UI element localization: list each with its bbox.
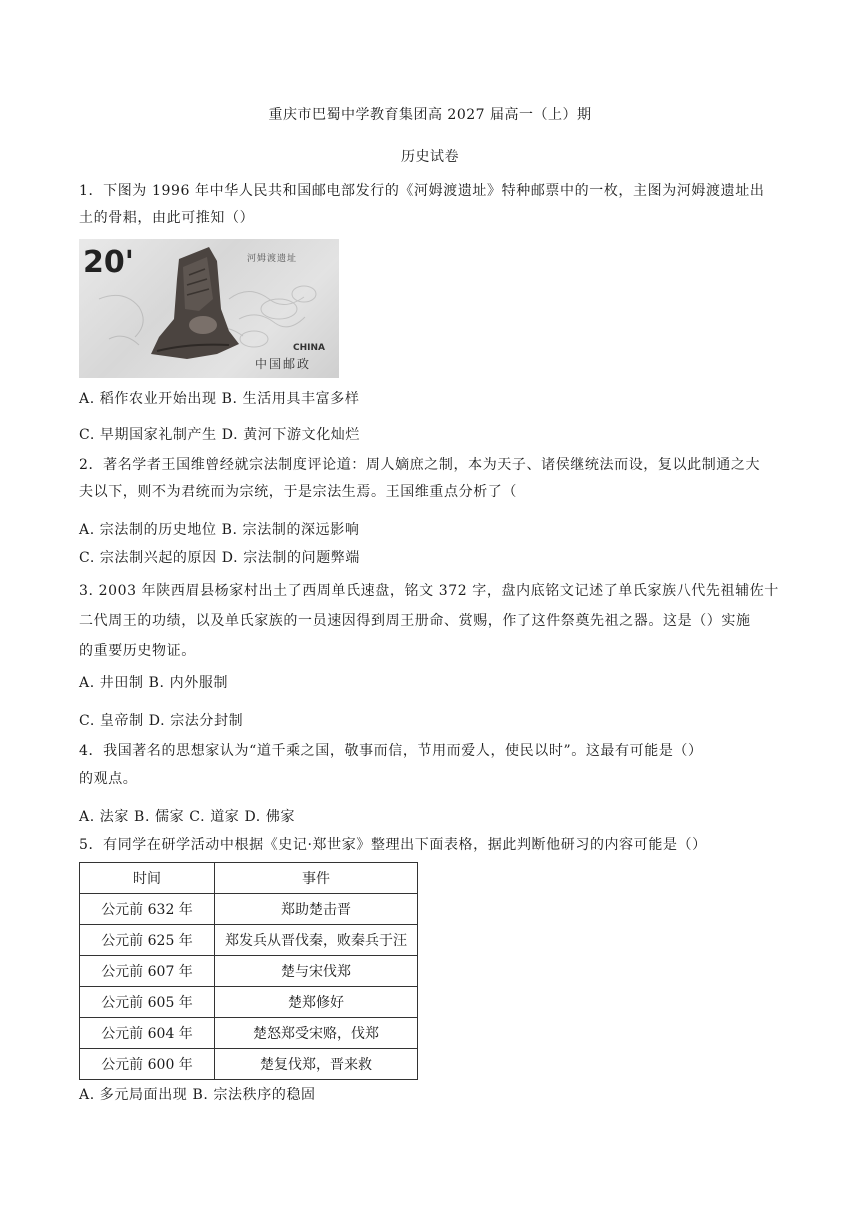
- q2-stem-line2: 夫以下，则不为君统而为宗统，于是宗法生焉。王国维重点分析了（: [79, 484, 517, 500]
- table-row: [80, 987, 418, 1018]
- q1-stem-line2: 土的骨耜，由此可推知（）: [79, 210, 255, 226]
- q4-options: A. 法家 B. 儒家 C. 道家 D. 佛家: [79, 809, 296, 825]
- table-cell-time: 公元前 605 年: [80, 987, 215, 1018]
- q2-stem-line1: 2．著名学者王国维曾经就宗法制度评论道：周人嫡庶之制，本为天子、诸侯继统法而设，复以此制通之大: [79, 457, 761, 473]
- table-cell-event: 楚怒郑受宋赂，伐郑: [215, 1018, 418, 1049]
- exam-header-subject: 历史试卷: [401, 149, 459, 165]
- table-cell-time: 公元前 607 年: [80, 956, 215, 987]
- table-header-row: [80, 863, 418, 894]
- q5-events-table: [79, 862, 418, 1080]
- q2-options-ab: A. 宗法制的历史地位 B. 宗法制的深远影响: [79, 522, 360, 538]
- table-cell-time: 公元前 600 年: [80, 1049, 215, 1080]
- q1-options-cd: C. 早期国家礼制产生 D. 黄河下游文化灿烂: [79, 427, 360, 443]
- table-row: [80, 1018, 418, 1049]
- table-cell-event: 楚与宋伐郑: [215, 956, 418, 987]
- q3-stem-line3: 的重要历史物证。: [79, 643, 196, 659]
- stamp-country-cn: 中国邮政: [255, 357, 312, 371]
- q1-stem-line1: 1．下图为 1996 年中华人民共和国邮电部发行的《河姆渡遗址》特种邮票中的一枚，主图为河姆渡遗址出: [79, 183, 765, 199]
- stamp-title: 河姆渡遗址: [247, 254, 298, 264]
- table-header-time: 时间: [80, 863, 215, 894]
- table-cell-time: 公元前 604 年: [80, 1018, 215, 1049]
- table-cell-event: 楚复伐郑，晋来救: [215, 1049, 418, 1080]
- q2-options-cd: C. 宗法制兴起的原因 D. 宗法制的问题弊端: [79, 550, 360, 566]
- hemudu-stamp-image: [79, 239, 339, 378]
- q3-options-cd: C. 皇帝制 D. 宗法分封制: [79, 713, 244, 729]
- q4-stem-line1: 4．我国著名的思想家认为“道千乘之国，敬事而信，节用而爱人，使民以时”。这最有可能是（）: [79, 743, 703, 759]
- q5-stem-line1: 5．有同学在研学活动中根据《史记·郑世家》整理出下面表格，据此判断他研习的内容可能是（）: [79, 837, 707, 853]
- table-row: [80, 925, 418, 956]
- table-header-event: 事件: [215, 863, 418, 894]
- q3-options-ab: A. 井田制 B. 内外服制: [79, 675, 229, 691]
- table-row: [80, 1049, 418, 1080]
- stamp-country-en: CHINA: [293, 343, 325, 353]
- q5-options-ab: A. 多元局面出现 B. 宗法秩序的稳固: [79, 1087, 316, 1103]
- table-cell-event: 楚郑修好: [215, 987, 418, 1018]
- table-row: [80, 894, 418, 925]
- q1-options-ab: A. 稻作农业开始出现 B. 生活用具丰富多样: [79, 391, 360, 407]
- table-row: [80, 956, 418, 987]
- q3-stem-line2: 二代周王的功绩，以及单氏家族的一员速因得到周王册命、赏赐，作了这件祭奠先祖之器。这是（）实施: [79, 613, 751, 629]
- table-cell-time: 公元前 625 年: [80, 925, 215, 956]
- table-cell-event: 郑发兵从晋伐秦，败秦兵于汪: [215, 925, 418, 956]
- q4-stem-line2: 的观点。: [79, 771, 138, 787]
- table-cell-event: 郑助楚击晋: [215, 894, 418, 925]
- q3-stem-line1: 3. 2003 年陕西眉县杨家村出土了西周单氏速盘，铭文 372 字，盘内底铭文记述了单氏家族八代先祖辅佐十: [79, 583, 779, 599]
- table-cell-time: 公元前 632 年: [80, 894, 215, 925]
- exam-header-school: 重庆市巴蜀中学教育集团高 2027 届高一（上）期: [268, 107, 592, 123]
- stamp-denomination: 20': [83, 245, 134, 280]
